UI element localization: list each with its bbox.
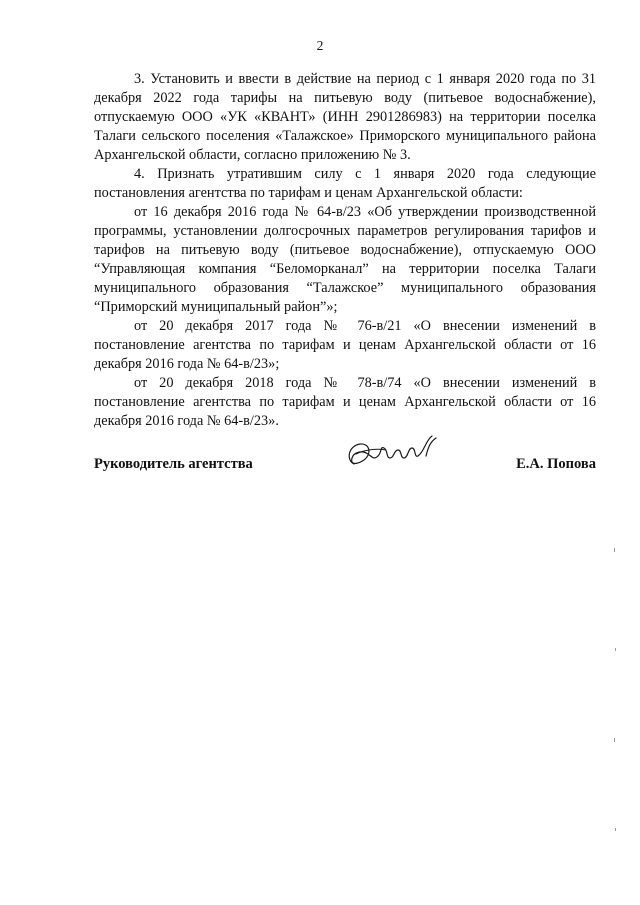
scan-artifact [614,738,615,742]
scan-artifact [614,548,615,552]
paragraph-item-4: 4. Признать утратившим силу с 1 января 2020 года следующие постановления агентства по тарифам и ценам Архангельской области: [94,166,596,201]
scan-artifact [615,648,616,651]
document-body [94,70,596,431]
scan-artifact [615,828,616,831]
signer-name: Е.А. Попова [516,456,596,472]
paragraph-item-3: 3. Установить и ввести в действие на период с 1 января 2020 года по 31 декабря 2022 года тарифы на питьевую воду (питьевое водоснабжение), отпускаемую ООО «УК «КВАНТ» (ИНН 2901286983) на территории поселка Талаги сельского поселения «Талажское» Приморского муниципального района Архангельской области, согласно приложению № 3. [94,71,596,163]
signer-title: Руководитель агентства [94,456,253,472]
repealed-act-2: от 20 декабря 2017 года № 76-в/21 «О внесении изменений в постановление агентства по тарифам и ценам Архангельской области от 16 декабря 2016 года № 64-в/23»; [94,318,596,372]
signature-block [94,430,596,478]
page-number: 2 [316,38,324,53]
repealed-act-1: от 16 декабря 2016 года № 64-в/23 «Об утверждении производственной программы, установлении долгосрочных параметров регулирования тарифов и тарифов на питьевую воду (питьевое водоснабжение), отпускаемую ООО “Управляющая компания “Беломорканал” на территории поселка Талаги муниципального образования “Талажское” муниципального образования “Приморский муниципальный район”»; [94,204,596,315]
handwritten-signature [340,430,450,478]
repealed-act-3: от 20 декабря 2018 года № 78-в/74 «О внесении изменений в постановление агентства по тарифам и ценам Архангельской области от 16 декабря 2016 года № 64-в/23». [94,375,596,429]
